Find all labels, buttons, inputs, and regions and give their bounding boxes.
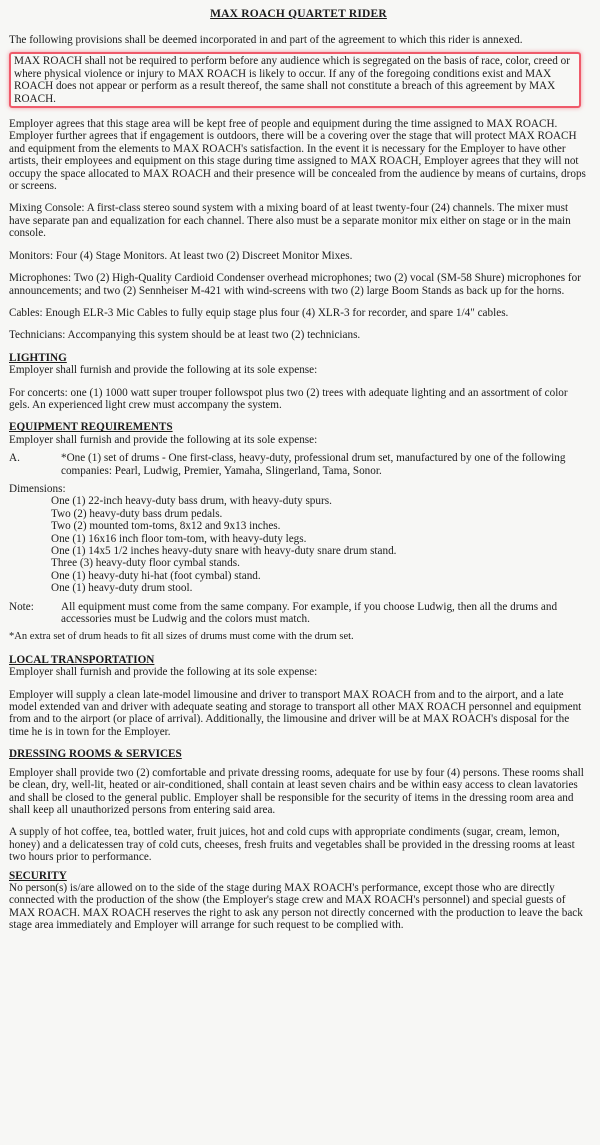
dressing-rooms-text: Employer shall provide two (2) comfortable and private dressing rooms, adequate for use by four (4) persons. These rooms shall be clean, dry, well-lit, heated or air-conditioned, shall contain at least seven chairs and be within easy access to clean lavatories and shall be closed to the general public. Employer shall be responsible for the security of items in the dressing room area and shall keep all unauthorized persons from entering said area. (9, 766, 584, 816)
list-item: One (1) 16x16 inch floor tom-tom, with heavy-duty legs. (51, 532, 307, 545)
transportation-heading: LOCAL TRANSPORTATION (9, 653, 155, 666)
drum-set-text: *One (1) set of drums - One first-class, heavy-duty, professional drum set, manufactured by one of the following companies: Pearl, Ludwig, Premier, Yamaha, Slingerland, Tama, Sonor. (61, 452, 566, 477)
drum-heads-footnote: *An extra set of drum heads to fit all sizes of drums must come with the drum set. (9, 631, 354, 643)
list-item: Two (2) heavy-duty bass drum pedals. (51, 507, 223, 520)
dimensions-label: Dimensions: (9, 482, 66, 495)
equipment-note (9, 601, 588, 626)
microphones-paragraph: Microphones: Two (2) High-Quality Cardioid Condenser overhead microphones; two (2) vocal (SM-58 Shure) microphones for announcements; and two (2) Sennheiser M-421 with wind-screens with two (2) large Boom Stands as back up for the horns. (9, 272, 581, 297)
list-item: One (1) heavy-duty drum stool. (51, 582, 193, 595)
list-item: Two (2) mounted tom-toms, 8x12 and 9x13 inches. (51, 520, 281, 533)
lighting-text: For concerts: one (1) 1000 watt super trouper followspot plus two (2) trees with adequate lighting and an assortment of color gels. An experienced light crew must accompany the system. (9, 386, 568, 411)
stage-area-paragraph: Employer agrees that this stage area will be kept free of people and equipment during the time assigned to MAX ROACH. Employer further agrees that if engagement is outdoors, there will be a covering over the stage that will protect MAX ROACH and equipment from the elements to MAX ROACH's satisfaction. In the event it is necessary for the Employer to have other artists, their employees and equipment on this stage during time assigned to MAX ROACH, Employer agrees that they will not occupy the space allocated to MAX ROACH and their presence will be concealed from the audience by means of curtains, drops or screens. (9, 118, 586, 193)
drum-set-item (9, 452, 588, 477)
dimensions-list (9, 495, 588, 594)
lighting-intro: Employer shall furnish and provide the following at its sole expense: (9, 364, 318, 377)
equipment-intro: Employer shall furnish and provide the following at its sole expense: (9, 433, 318, 446)
transportation-intro: Employer shall furnish and provide the following at its sole expense: (9, 666, 318, 679)
lighting-heading: LIGHTING (9, 351, 67, 364)
security-heading: SECURITY (9, 869, 67, 882)
page-title: MAX ROACH QUARTET RIDER (210, 8, 387, 20)
cables-paragraph: Cables: Enough ELR-3 Mic Cables to fully equip stage plus four (4) XLR-3 for recorder, and spare 1/4" cables. (9, 306, 509, 319)
list-item: One (1) 22-inch heavy-duty bass drum, with heavy-duty spurs. (51, 495, 332, 508)
list-item: Three (3) heavy-duty floor cymbal stands. (51, 557, 240, 570)
note-label: Note: (9, 600, 34, 613)
highlighted-clause-box (9, 52, 581, 108)
note-text: All equipment must come from the same company. For example, if you choose Ludwig, then all the drums and accessories must be Ludwig and the colors must match. (61, 600, 558, 626)
list-item: One (1) heavy-duty hi-hat (foot cymbal) stand. (51, 569, 261, 582)
intro-paragraph: The following provisions shall be deemed incorporated in and part of the agreement to which this rider is annexed. (9, 34, 523, 46)
drum-set-label: A. (9, 452, 20, 465)
transportation-text: Employer will supply a clean late-model limousine and driver to transport MAX ROACH from and to the airport, and a late model extended van and driver with adequate seating and storage to transport all other MAX ROACH personnel and equipment from and to the airport (or place of arrival). Additionally, the limousine and driver will be at MAX ROACH's disposal for the time he is in town for the Employer. (9, 688, 582, 738)
technicians-paragraph: Technicians: Accompanying this system should be at least two (2) technicians. (9, 329, 361, 342)
monitors-paragraph: Monitors: Four (4) Stage Monitors. At least two (2) Discreet Monitor Mixes. (9, 249, 353, 262)
equipment-heading: EQUIPMENT REQUIREMENTS (9, 421, 173, 434)
segregation-clause: MAX ROACH shall not be required to perform before any audience which is segregated on the basis of race, color, creed or where physical violence or injury to MAX ROACH is likely to occur. If any of the foregoing conditions exist and MAX ROACH does not appear or perform as a result thereof, the same shall not constitute a breach of this agreement by MAX ROACH. (14, 55, 570, 105)
security-text: No person(s) is/are allowed on to the side of the stage during MAX ROACH's performance, except those who are directly connected with the production of the show (the Employer's stage crew and MAX ROACH's personnel) and special guests of MAX ROACH. MAX ROACH reserves the right to ask any person not directly concerned with the production to leave the back stage area immediately and Employer will arrange for such request to be complied with. (9, 881, 583, 932)
catering-text: A supply of hot coffee, tea, bottled water, fruit juices, hot and cold cups with appropriate condiments (sugar, cream, lemon, honey) and a delicatessen tray of cold cuts, cheeses, fresh fruits and vegetables shall be provided in the dressing rooms at least two hours prior to performance. (9, 826, 575, 864)
dressing-rooms-heading: DRESSING ROOMS & SERVICES (9, 748, 182, 761)
list-item: One (1) 14x5 1/2 inches heavy-duty snare with heavy-duty snare drum stand. (51, 545, 397, 557)
mixing-console-paragraph: Mixing Console: A first-class stereo sound system with a mixing board of at least twenty-four (24) channels. The mixer must have separate pan and equalization for each channel. There also must be a separate monitor mix either on stage or in the main console. (9, 202, 571, 240)
